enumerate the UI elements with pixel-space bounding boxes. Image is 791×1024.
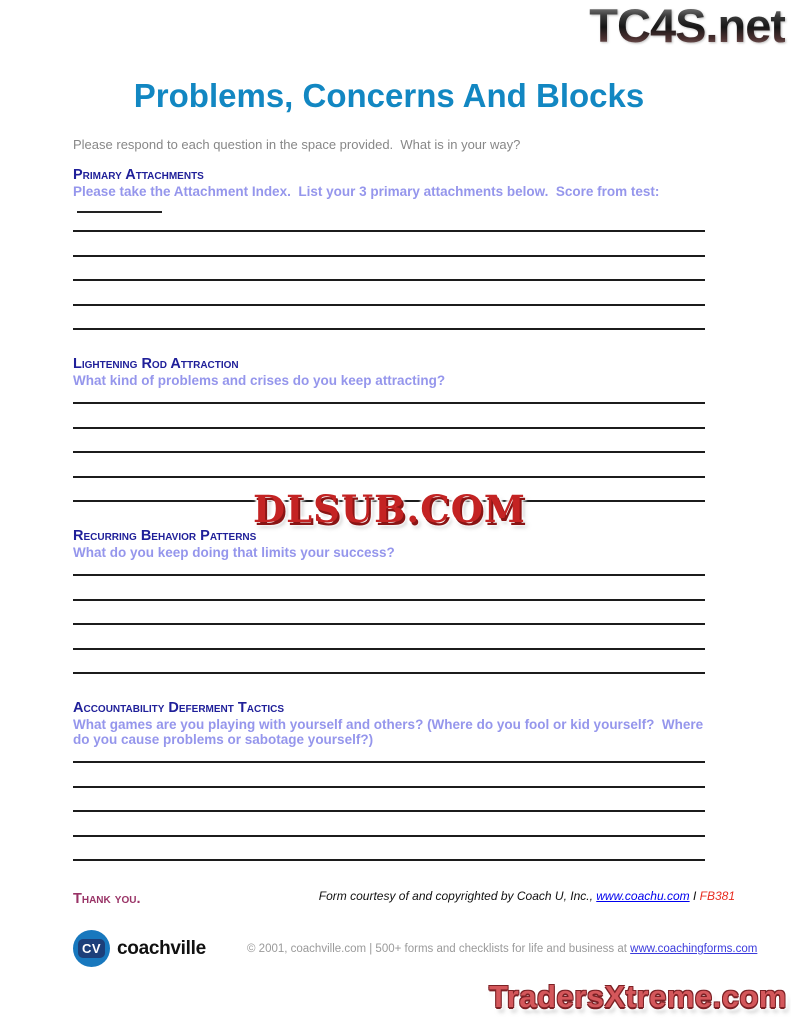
section-heading: Primary Attachments bbox=[73, 167, 204, 183]
attribution-line bbox=[319, 889, 735, 903]
section-question: What games are you playing with yourself and others? (Where do you fool or kid yourself? Where do you cause problems or sabotage yourself?) bbox=[73, 717, 707, 747]
form-code: FB381 bbox=[699, 889, 735, 903]
thank-you-text: Thank you. bbox=[73, 891, 141, 907]
writing-lines bbox=[73, 388, 705, 502]
writing-lines bbox=[73, 560, 705, 674]
section-primary-attachments bbox=[73, 167, 705, 330]
question-text: Please take the Attachment Index. List your 3 primary attachments below. Score from test: bbox=[73, 184, 660, 199]
cv-logo-initials: CV bbox=[78, 939, 105, 958]
section-accountability-deferment bbox=[73, 700, 705, 861]
write-line bbox=[73, 837, 705, 862]
coachville-logo bbox=[73, 930, 206, 967]
write-line bbox=[73, 232, 705, 257]
attribution-separator: I bbox=[689, 889, 700, 903]
write-line bbox=[73, 747, 705, 763]
write-line bbox=[73, 812, 705, 837]
write-line bbox=[73, 429, 705, 454]
score-blank bbox=[77, 199, 162, 213]
write-line bbox=[73, 388, 705, 404]
write-line bbox=[73, 453, 705, 478]
copyright-text: © 2001, coachville.com | 500+ forms and checklists for life and business at bbox=[247, 943, 631, 955]
write-line bbox=[73, 650, 705, 675]
section-lightening-rod bbox=[73, 356, 705, 502]
copyright-line bbox=[247, 943, 757, 955]
write-line bbox=[73, 257, 705, 282]
coachu-link[interactable]: www.coachu.com bbox=[596, 889, 690, 903]
write-line bbox=[73, 763, 705, 788]
form-content bbox=[73, 0, 705, 907]
section-question: What do you keep doing that limits your success? bbox=[73, 545, 395, 560]
write-line bbox=[73, 625, 705, 650]
write-line bbox=[73, 576, 705, 601]
write-line bbox=[73, 281, 705, 306]
dlsub-watermark: DLSUB.COM bbox=[253, 487, 526, 531]
write-line bbox=[73, 601, 705, 626]
tradersxtreme-watermark: TradersXtreme.com bbox=[489, 979, 787, 1014]
page-title: Problems, Concerns And Blocks bbox=[133, 77, 645, 114]
write-line bbox=[73, 404, 705, 429]
write-line bbox=[73, 306, 705, 331]
form-instructions: Please respond to each question in the space provided. What is in your way? bbox=[73, 137, 521, 152]
section-recurring-behavior bbox=[73, 528, 705, 674]
section-heading: Recurring Behavior Patterns bbox=[73, 528, 257, 544]
writing-lines bbox=[73, 747, 705, 861]
section-question bbox=[73, 184, 705, 216]
write-line bbox=[73, 560, 705, 576]
write-line bbox=[73, 788, 705, 813]
attribution-text: Form courtesy of and copyrighted by Coach U, Inc., bbox=[318, 889, 597, 903]
tc4s-watermark: TC4S.net bbox=[589, 0, 785, 52]
section-question: What kind of problems and crises do you keep attracting? bbox=[73, 373, 446, 388]
brand-name: coachville bbox=[117, 937, 206, 959]
write-line bbox=[73, 216, 705, 232]
coachingforms-link[interactable]: www.coachingforms.com bbox=[630, 943, 758, 955]
section-heading: Lightening Rod Attraction bbox=[73, 356, 239, 372]
section-heading: Accountability Deferment Tactics bbox=[73, 700, 284, 716]
cv-logo-icon bbox=[73, 930, 110, 967]
writing-lines bbox=[73, 216, 705, 330]
